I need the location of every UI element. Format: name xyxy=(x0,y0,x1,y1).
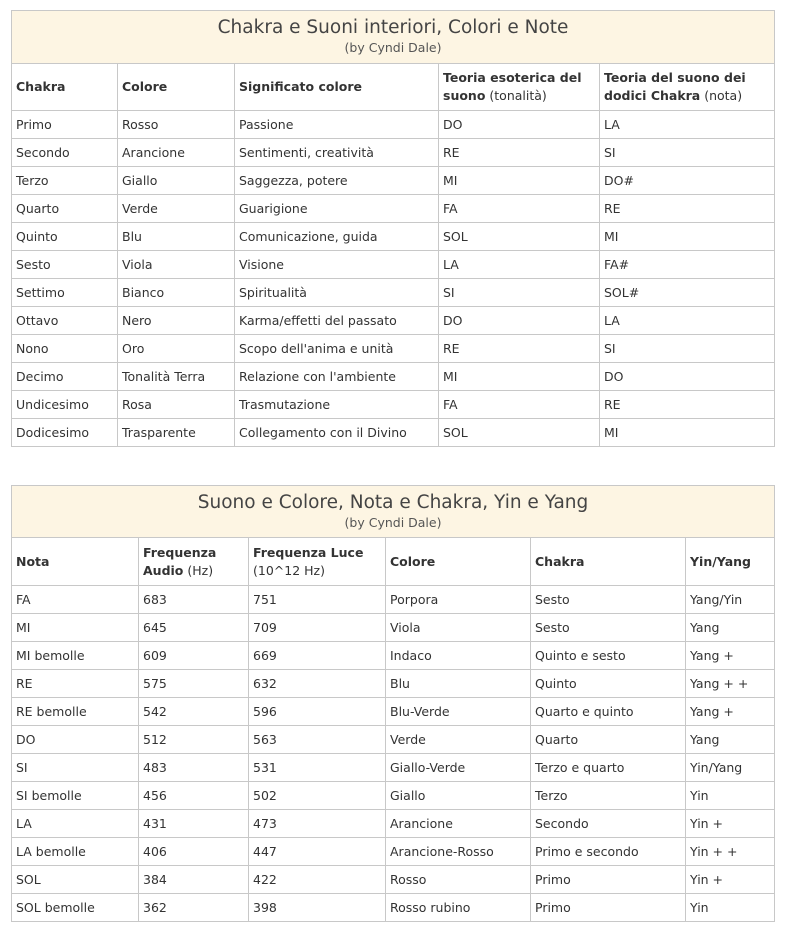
table-row xyxy=(12,223,775,251)
cell-frequenza-luce: 751 xyxy=(249,586,386,614)
cell-frequenza-audio: 406 xyxy=(139,838,249,866)
cell-tonalita: SOL xyxy=(439,223,600,251)
cell-frequenza-audio: 645 xyxy=(139,614,249,642)
table-row xyxy=(12,167,775,195)
cell-chakra: Decimo xyxy=(12,363,118,391)
table-title-cell xyxy=(12,486,775,538)
cell-chakra: Quarto e quinto xyxy=(531,698,686,726)
table-row xyxy=(12,139,775,167)
cell-nota: SOL bemolle xyxy=(12,894,139,922)
header-chakra: Chakra xyxy=(12,64,118,111)
table-header-row xyxy=(12,64,775,111)
cell-frequenza-audio: 384 xyxy=(139,866,249,894)
cell-colore: Arancione-Rosso xyxy=(386,838,531,866)
cell-chakra: Primo xyxy=(531,866,686,894)
table-title-row xyxy=(12,486,775,538)
cell-colore: Arancione xyxy=(386,810,531,838)
table-subtitle: (by Cyndi Dale) xyxy=(344,40,442,55)
header-frequenza-audio xyxy=(139,538,249,586)
header-frequenza-luce-bold: Frequenza Luce xyxy=(253,544,364,560)
table-row xyxy=(12,279,775,307)
table-header-row xyxy=(12,538,775,586)
table-row xyxy=(12,391,775,419)
cell-tonalita: SI xyxy=(439,279,600,307)
sound-color-table xyxy=(11,485,775,922)
cell-chakra: Terzo xyxy=(12,167,118,195)
cell-colore: Oro xyxy=(118,335,235,363)
cell-frequenza-luce: 502 xyxy=(249,782,386,810)
cell-tonalita: DO xyxy=(439,111,600,139)
table-row xyxy=(12,363,775,391)
header-colore: Colore xyxy=(386,538,531,586)
cell-nota: DO xyxy=(12,726,139,754)
cell-colore: Trasparente xyxy=(118,419,235,447)
cell-frequenza-luce: 531 xyxy=(249,754,386,782)
table-row xyxy=(12,307,775,335)
table-row xyxy=(12,642,775,670)
cell-significato: Scopo dell'anima e unità xyxy=(235,335,439,363)
cell-nota: RE xyxy=(600,391,775,419)
table-row xyxy=(12,111,775,139)
cell-colore: Porpora xyxy=(386,586,531,614)
cell-tonalita: MI xyxy=(439,363,600,391)
cell-colore: Rosa xyxy=(118,391,235,419)
cell-colore: Bianco xyxy=(118,279,235,307)
cell-nota: SI xyxy=(600,335,775,363)
cell-chakra: Sesto xyxy=(12,251,118,279)
cell-colore: Tonalità Terra xyxy=(118,363,235,391)
cell-significato: Spiritualità xyxy=(235,279,439,307)
cell-tonalita: DO xyxy=(439,307,600,335)
cell-tonalita: FA xyxy=(439,391,600,419)
header-teoria-esoterica-unit: (tonalità) xyxy=(485,88,547,103)
cell-frequenza-audio: 683 xyxy=(139,586,249,614)
cell-yin-yang: Yin/Yang xyxy=(686,754,775,782)
cell-frequenza-audio: 431 xyxy=(139,810,249,838)
cell-nota: RE xyxy=(12,670,139,698)
cell-tonalita: RE xyxy=(439,139,600,167)
cell-frequenza-audio: 512 xyxy=(139,726,249,754)
cell-frequenza-luce: 473 xyxy=(249,810,386,838)
table-row xyxy=(12,195,775,223)
cell-chakra: Quarto xyxy=(12,195,118,223)
table-row xyxy=(12,810,775,838)
cell-frequenza-luce: 669 xyxy=(249,642,386,670)
table-row xyxy=(12,782,775,810)
cell-frequenza-audio: 609 xyxy=(139,642,249,670)
table-subtitle: (by Cyndi Dale) xyxy=(344,514,442,530)
cell-chakra: Secondo xyxy=(12,139,118,167)
table-row xyxy=(12,419,775,447)
cell-colore: Rosso xyxy=(118,111,235,139)
cell-chakra: Quinto xyxy=(12,223,118,251)
cell-colore: Nero xyxy=(118,307,235,335)
table-row xyxy=(12,894,775,922)
table-row xyxy=(12,335,775,363)
cell-nota: SI xyxy=(12,754,139,782)
header-teoria-esoterica-bold: Teoria esoterica del suono xyxy=(443,70,582,103)
header-colore: Colore xyxy=(118,64,235,111)
cell-colore: Giallo-Verde xyxy=(386,754,531,782)
cell-significato: Saggezza, potere xyxy=(235,167,439,195)
cell-frequenza-luce: 596 xyxy=(249,698,386,726)
table-row xyxy=(12,866,775,894)
cell-colore: Giallo xyxy=(118,167,235,195)
cell-frequenza-luce: 709 xyxy=(249,614,386,642)
table-title: Chakra e Suoni interiori, Colori e Note xyxy=(217,17,569,38)
cell-yin-yang: Yang xyxy=(686,614,775,642)
cell-frequenza-audio: 542 xyxy=(139,698,249,726)
cell-nota: MI bemolle xyxy=(12,642,139,670)
cell-significato: Trasmutazione xyxy=(235,391,439,419)
cell-chakra: Quinto xyxy=(531,670,686,698)
cell-chakra: Dodicesimo xyxy=(12,419,118,447)
header-teoria-dodici-bold: Teoria del suono dei dodici Chakra xyxy=(604,70,746,103)
header-frequenza-luce-unit: (10^12 Hz) xyxy=(253,562,325,578)
cell-significato: Visione xyxy=(235,251,439,279)
cell-frequenza-luce: 447 xyxy=(249,838,386,866)
cell-yin-yang: Yang + xyxy=(686,642,775,670)
cell-significato: Comunicazione, guida xyxy=(235,223,439,251)
cell-chakra: Secondo xyxy=(531,810,686,838)
cell-significato: Passione xyxy=(235,111,439,139)
cell-chakra: Terzo xyxy=(531,782,686,810)
cell-colore: Rosso rubino xyxy=(386,894,531,922)
cell-chakra: Quarto xyxy=(531,726,686,754)
cell-nota: SI xyxy=(600,139,775,167)
cell-tonalita: RE xyxy=(439,335,600,363)
cell-colore: Arancione xyxy=(118,139,235,167)
cell-colore: Viola xyxy=(386,614,531,642)
cell-nota: SOL# xyxy=(600,279,775,307)
cell-significato: Karma/effetti del passato xyxy=(235,307,439,335)
cell-nota: MI xyxy=(600,419,775,447)
cell-yin-yang: Yang/Yin xyxy=(686,586,775,614)
table-title-cell xyxy=(12,11,775,64)
cell-colore: Viola xyxy=(118,251,235,279)
cell-chakra: Sesto xyxy=(531,586,686,614)
cell-chakra: Primo xyxy=(531,894,686,922)
table-title-row xyxy=(12,11,775,64)
cell-nota: LA xyxy=(12,810,139,838)
cell-colore: Indaco xyxy=(386,642,531,670)
cell-chakra: Settimo xyxy=(12,279,118,307)
cell-tonalita: FA xyxy=(439,195,600,223)
cell-chakra: Primo xyxy=(12,111,118,139)
header-significato: Significato colore xyxy=(235,64,439,111)
cell-frequenza-luce: 398 xyxy=(249,894,386,922)
cell-tonalita: MI xyxy=(439,167,600,195)
cell-colore: Giallo xyxy=(386,782,531,810)
cell-significato: Relazione con l'ambiente xyxy=(235,363,439,391)
table-title: Suono e Colore, Nota e Chakra, Yin e Yang xyxy=(197,491,589,513)
cell-yin-yang: Yin + + xyxy=(686,838,775,866)
cell-nota: SOL xyxy=(12,866,139,894)
cell-chakra: Undicesimo xyxy=(12,391,118,419)
cell-yin-yang: Yin xyxy=(686,782,775,810)
header-frequenza-audio-unit: (Hz) xyxy=(183,562,214,578)
table-row xyxy=(12,698,775,726)
cell-chakra: Ottavo xyxy=(12,307,118,335)
cell-yin-yang: Yin + xyxy=(686,866,775,894)
header-nota: Nota xyxy=(12,538,139,586)
cell-nota: RE bemolle xyxy=(12,698,139,726)
header-frequenza-luce xyxy=(249,538,386,586)
header-teoria-dodici-unit: (nota) xyxy=(700,88,743,103)
cell-colore: Blu-Verde xyxy=(386,698,531,726)
cell-frequenza-audio: 483 xyxy=(139,754,249,782)
table-row xyxy=(12,251,775,279)
cell-nota: LA xyxy=(600,307,775,335)
cell-nota: FA xyxy=(12,586,139,614)
cell-chakra: Nono xyxy=(12,335,118,363)
cell-colore: Blu xyxy=(386,670,531,698)
cell-nota: RE xyxy=(600,195,775,223)
cell-nota: DO# xyxy=(600,167,775,195)
cell-frequenza-audio: 575 xyxy=(139,670,249,698)
cell-nota: SI bemolle xyxy=(12,782,139,810)
cell-nota: MI xyxy=(12,614,139,642)
table-row xyxy=(12,586,775,614)
cell-nota: FA# xyxy=(600,251,775,279)
cell-significato: Guarigione xyxy=(235,195,439,223)
cell-significato: Collegamento con il Divino xyxy=(235,419,439,447)
cell-significato: Sentimenti, creatività xyxy=(235,139,439,167)
cell-chakra: Primo e secondo xyxy=(531,838,686,866)
cell-frequenza-luce: 632 xyxy=(249,670,386,698)
cell-yin-yang: Yin + xyxy=(686,810,775,838)
cell-tonalita: SOL xyxy=(439,419,600,447)
cell-colore: Verde xyxy=(118,195,235,223)
cell-frequenza-luce: 563 xyxy=(249,726,386,754)
table-row xyxy=(12,614,775,642)
cell-nota: LA bemolle xyxy=(12,838,139,866)
cell-nota: DO xyxy=(600,363,775,391)
table-row xyxy=(12,726,775,754)
cell-colore: Rosso xyxy=(386,866,531,894)
header-chakra: Chakra xyxy=(531,538,686,586)
table-row xyxy=(12,838,775,866)
cell-nota: LA xyxy=(600,111,775,139)
cell-yin-yang: Yang + + xyxy=(686,670,775,698)
table-row xyxy=(12,754,775,782)
cell-chakra: Sesto xyxy=(531,614,686,642)
cell-frequenza-luce: 422 xyxy=(249,866,386,894)
cell-colore: Blu xyxy=(118,223,235,251)
table-row xyxy=(12,670,775,698)
cell-frequenza-audio: 362 xyxy=(139,894,249,922)
chakra-sounds-table xyxy=(11,10,775,447)
cell-yin-yang: Yang xyxy=(686,726,775,754)
header-frequenza-audio-bold: Frequenza Audio xyxy=(143,544,217,578)
cell-nota: MI xyxy=(600,223,775,251)
cell-yin-yang: Yin xyxy=(686,894,775,922)
cell-tonalita: LA xyxy=(439,251,600,279)
cell-frequenza-audio: 456 xyxy=(139,782,249,810)
cell-chakra: Quinto e sesto xyxy=(531,642,686,670)
header-yin-yang: Yin/Yang xyxy=(686,538,775,586)
header-teoria-dodici xyxy=(600,64,775,111)
header-teoria-esoterica xyxy=(439,64,600,111)
cell-colore: Verde xyxy=(386,726,531,754)
cell-chakra: Terzo e quarto xyxy=(531,754,686,782)
cell-yin-yang: Yang + xyxy=(686,698,775,726)
